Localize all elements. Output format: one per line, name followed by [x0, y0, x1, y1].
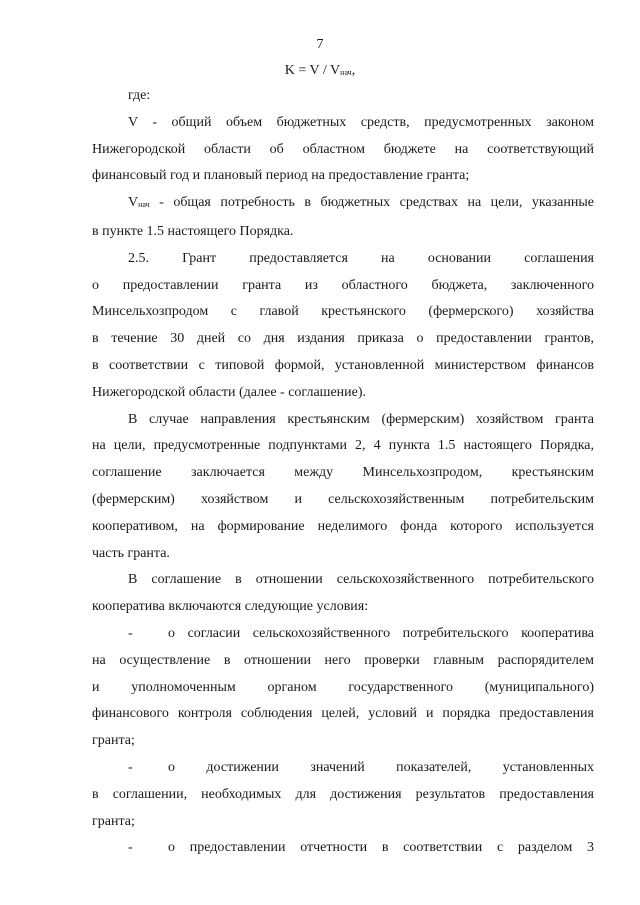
text-line: финансового контроля соблюдения целей, условий и порядка предоставления	[92, 706, 594, 722]
text-line: и уполномоченным органом государственного (муниципального)	[92, 679, 594, 695]
v-symbol: V	[128, 195, 139, 211]
formula-subscript: нач	[340, 68, 352, 77]
text-line: гранта;	[92, 813, 135, 829]
formula	[0, 62, 640, 82]
text-line: В случае направления крестьянским (фермерским) хозяйством гранта	[128, 411, 594, 427]
document-body	[92, 83, 594, 862]
text-line: В соглашение в отношении сельскохозяйственного потребительского	[128, 572, 594, 588]
text-line: Нижегородской области (далее - соглашение).	[92, 384, 367, 400]
list-dash: -	[128, 759, 133, 775]
text-line: (фермерским) хозяйством и сельскохозяйственным потребительским	[92, 491, 594, 507]
text-line: на цели, предусмотренные подпунктами 2, 4 пункта 1.5 настоящего Порядка,	[92, 438, 594, 454]
text-line: соглашение заключается между Минсельхозпродом, крестьянским	[92, 465, 594, 481]
list-item	[92, 835, 594, 862]
list-item-text: о достижении значений показателей, установленных	[168, 759, 594, 775]
v-definition: - общая потребность в бюджетных средствах на цели, указанные	[149, 195, 594, 211]
text-line: на осуществление в отношении него проверки главным распорядителем	[92, 652, 594, 668]
text-line: где:	[128, 88, 151, 103]
text-line: о предоставлении гранта из областного бюджета, заключенного	[92, 277, 594, 293]
text-line: Минсельхозпродом с главой крестьянского (фермерского) хозяйства	[92, 304, 594, 320]
text-line: в течение 30 дней со дня издания приказа о предоставлении грантов,	[92, 331, 594, 347]
list-item-text: о предоставлении отчетности в соответствии с разделом 3	[168, 840, 594, 856]
text-line: кооператива включаются следующие условия:	[92, 599, 369, 615]
formula-tail: ,	[351, 63, 356, 78]
text-line: в соответствии с типовой формой, установленной министерством финансов	[92, 357, 594, 373]
list-item	[92, 621, 594, 648]
page-number: 7	[316, 37, 324, 52]
formula-main: K = V / V	[284, 63, 341, 78]
list-dash: -	[128, 625, 133, 641]
text-line: в пункте 1.5 настоящего Порядка.	[92, 223, 294, 239]
text-line: кооперативом, на формирование неделимого фонда которого используется	[92, 518, 594, 534]
text-line: V - общий объем бюджетных средств, предусмотренных законом	[128, 114, 594, 130]
text-line: гранта;	[92, 733, 135, 749]
list-item-text: о согласии сельскохозяйственного потребительского кооператива	[168, 625, 594, 641]
text-line: Нижегородской области об областном бюджете на соответствующий	[92, 141, 594, 157]
list-item	[92, 755, 594, 782]
list-dash: -	[128, 840, 133, 856]
v-subscript: нач	[138, 200, 150, 210]
text-line: в соглашении, необходимых для достижения результатов предоставления	[92, 786, 594, 802]
text-line: финансовый год и плановый период на предоставление гранта;	[92, 168, 470, 184]
text-line: 2.5. Грант предоставляется на основании соглашения	[128, 250, 594, 266]
text-line: часть гранта.	[92, 545, 170, 561]
text-line	[92, 190, 594, 219]
